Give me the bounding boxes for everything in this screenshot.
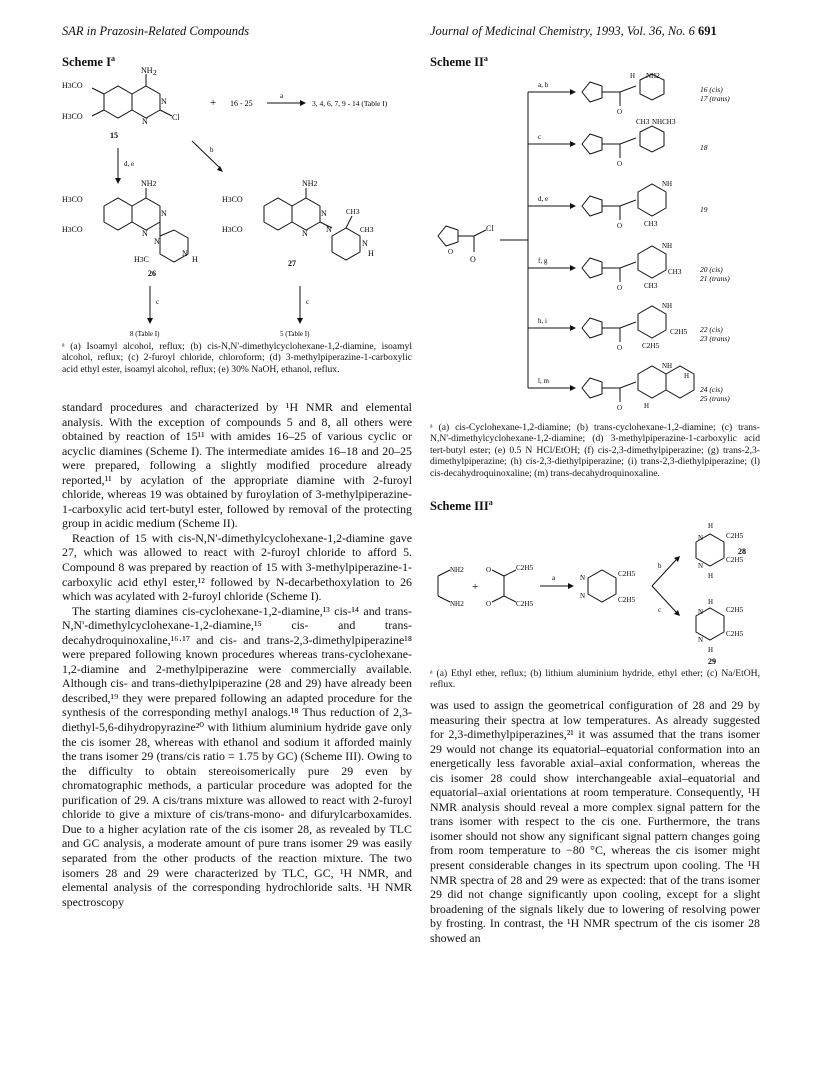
svg-text:O: O — [617, 284, 623, 292]
paragraph: was used to assign the geometrical configuration of 28 and 29 by measuring their spectra at low temperatures. As already suggested for 2,3-dimethylpiperazines,²¹ it was assumed that the trans isomer 29 would not change its equatorial–equatorial conformation into an energetically less favorable axial–axial conformation, whereas the cis isomer 28 could show interchangeable axial–equatorial and equatorial–axial orientations at room temperature. Consequently, ¹H NMR analysis should reveal a more complex signal pattern for the trans isomer with respect to the cis one. Furthermore, the trans isomer should not show any significant signal pattern changes going from room temperature to −80 °C, whereas the cis isomer might present considerable changes in its spectrum upon cooling. The ¹H NMR spectra of 28 and 29 were as expected: that of the trans isomer 29 did not change significantly upon cooling, except for a slight broadening of the signals likely due to lowering of resolving power by frosting. In contrast, the ¹H NMR spectrum of the cis isomer 28 showed an — [430, 698, 760, 945]
product-5-label: 5 (Table I) — [280, 330, 310, 338]
compound-label: 16 (cis) 17 (trans) — [700, 85, 730, 103]
svg-text:N: N — [580, 592, 586, 600]
svg-text:H3CO: H3CO — [222, 195, 243, 204]
arrow-label: l, m — [538, 377, 549, 385]
svg-text:NH2: NH2 — [646, 71, 660, 80]
svg-text:N: N — [142, 229, 148, 238]
scheme-2-title: Scheme $II^a$ — [430, 54, 488, 70]
paragraph: standard procedures and characterized by ¹H NMR and elemental analysis. With the exception of compounds 5 and 8, all others were obtained by reaction of 15¹¹ with amides 16–25 of various cyclic or acyclic diamines (Scheme I). The intermediate amides 16–18 and 20–25 were prepared, following a slightly modified procedure already reported,¹¹ by acylation of the appropriate diamine with 2-furoyl chloride, whereas 19 was obtained by furoylation of 3-methylpiperazine-1-carboxylic acid tert-butyl ester, followed by removal of the protecting group in acidic medium (Scheme II). — [62, 400, 412, 531]
svg-text:NHCH3: NHCH3 — [652, 117, 676, 126]
reactant-range: 16 - 25 — [230, 99, 253, 108]
scheme-2-caption: ᵃ (a) cis-Cyclohexane-1,2-diamine; (b) trans-cyclohexane-1,2-diamine; (c) trans-N,N'-dimethylcyclohexane-1,2-diamine; (d) 3-methylpiperazine-1-carboxylic acid tert-butyl ester; (e) 0.5 N HCl/EtOH; (f) cis-2,3-dimethylpiperazine; (g) trans-2,3-dimethylpiperazine; (h) cis-2,3-diethylpiperazine; (i) trans-2,3-diethylpiperazine; (l) cis-decahydroquinoxaline; (m) trans-decahydroquinoxaline. — [430, 422, 760, 479]
svg-text:NH: NH — [662, 242, 673, 250]
compound-label: 20 (cis) 21 (trans) — [700, 265, 730, 283]
svg-text:Cl: Cl — [486, 224, 494, 233]
compound-label: 19 — [700, 205, 708, 214]
svg-text:N: N — [580, 574, 586, 582]
compound-27-structure — [264, 188, 360, 260]
svg-text:NH2: NH2 — [450, 599, 464, 608]
svg-text:d, e: d, e — [124, 160, 135, 168]
svg-text:H: H — [708, 572, 714, 580]
svg-text:N: N — [321, 209, 327, 218]
compound-15-label: 15 — [110, 131, 118, 140]
svg-text:N: N — [142, 117, 148, 126]
compound-15-structure — [92, 74, 172, 118]
svg-text:a: a — [280, 92, 284, 100]
svg-text:H: H — [708, 646, 714, 654]
svg-text:H: H — [684, 372, 690, 380]
svg-text:Cl: Cl — [172, 113, 180, 122]
svg-text:C2H5: C2H5 — [726, 531, 744, 540]
svg-text:C2H5: C2H5 — [670, 327, 688, 336]
svg-text:N: N — [302, 229, 308, 238]
paragraph: The starting diamines cis-cyclohexane-1,2-diamine,¹³ cis-¹⁴ and trans-N,N'-dimethylcyclohexane-1,2-diamine,¹⁵ cis- and trans-decahydroquinoxaline,¹⁶·¹⁷ and cis- and trans-2,3-dimethylpiperazine¹⁸ were prepared following known procedures whereas trans-cyclohexane-1,2-diamine and 2-methylpiperazine were commercially available. Although cis- and trans-diethylpiperazine (28 and 29) have already been described,¹⁹ they were prepared following an adapted procedure for the synthesis of the corresponding methyl analogs.¹⁸ Thus reduction of 2,3-diethyl-5,6-dihydropyrazine²⁰ with lithium aluminium hydride gave only the cis isomer 28, whereas with ethanol and sodium it afforded mainly the trans isomer 29 (trans/cis ratio = 1.75 by GC) (Scheme III). Owing to the difficulty to obtain stereoisomerically pure 29 even by chromatographic methods, a particular procedure was adopted for the purification of 29. A cis/trans mixture was allowed to react with 2-furoyl chloride to give a mixture of cis/trans-mono- and difurylcarboxamides. Due to a higher acylation rate of the cis isomer 28, as revealed by TLC and GC analysis, a moderate amount of pure trans isomer 29 was easily separated from the other products of the reaction mixture. The two isomers 28 and 29 were characterized by TLC, GC, ¹H NMR, and elemental analysis of the corresponding hydrochloride salts. ¹H NMR spectroscopy — [62, 603, 412, 909]
compound-28-label: 28 — [738, 547, 746, 556]
scheme-1-figure — [62, 66, 412, 340]
svg-text:CH3: CH3 — [644, 219, 658, 228]
arrow-label: d, e — [538, 195, 549, 203]
svg-text:CH3: CH3 — [360, 225, 374, 234]
svg-text:C2H5: C2H5 — [516, 599, 534, 608]
svg-text:N: N — [698, 562, 704, 570]
svg-text:N: N — [326, 225, 332, 234]
svg-text:H3CO: H3CO — [62, 225, 83, 234]
svg-text:NH: NH — [662, 180, 673, 188]
svg-text:b: b — [210, 146, 214, 154]
svg-text:NH2: NH2 — [141, 179, 157, 188]
svg-text:O: O — [617, 344, 623, 352]
scheme-2-branches — [528, 92, 570, 388]
compound-26-label: 26 — [148, 269, 156, 278]
svg-text:N: N — [698, 608, 704, 616]
svg-text:CH3: CH3 — [636, 117, 650, 126]
svg-text:H: H — [630, 72, 636, 80]
svg-text:b: b — [658, 562, 662, 570]
scheme-1-caption: ᵃ (a) Isoamyl alcohol, reflux; (b) cis-N,N'-dimethylcyclohexane-1,2-diamine, isoamyl alcohol, reflux; (c) 2-furoyl chloride, chloroform; (d) 3-methylpiperazine-1-carboxylic acid ethyl ester, isoamyl alcohol, reflux; (e) 30% NaOH, ethanol, reflux. — [62, 341, 412, 375]
svg-text:O: O — [470, 255, 476, 264]
arrow-label: a, b — [538, 81, 549, 89]
svg-text:O: O — [617, 404, 623, 412]
svg-text:O: O — [617, 222, 623, 230]
svg-text:H: H — [644, 402, 650, 410]
svg-text:H: H — [708, 598, 714, 606]
svg-text:CH3: CH3 — [346, 207, 360, 216]
compound-label: 18 — [700, 143, 708, 152]
svg-text:2: 2 — [153, 68, 157, 77]
svg-text:H3CO: H3CO — [62, 112, 83, 121]
svg-text:C2H5: C2H5 — [726, 555, 744, 564]
svg-text:C2H5: C2H5 — [516, 563, 534, 572]
product-8-label: 8 (Table I) — [130, 330, 160, 338]
svg-text:H: H — [192, 255, 198, 264]
svg-text:H3CO: H3CO — [222, 225, 243, 234]
journal-citation: Journal of Medicinal Chemistry, 1993, Vol. 36, No. 6 691 — [430, 24, 717, 38]
svg-text:H: H — [708, 522, 714, 530]
scheme-3-title: Scheme III$^a$ — [430, 498, 493, 514]
svg-text:N: N — [161, 97, 167, 106]
svg-text:c: c — [156, 298, 160, 306]
svg-text:N: N — [161, 209, 167, 218]
scheme-3-figure — [430, 516, 760, 666]
svg-text:O: O — [617, 160, 623, 168]
svg-text:H3CO: H3CO — [62, 195, 83, 204]
compound-label: 24 (cis) 25 (trans) — [700, 385, 730, 403]
svg-text:O: O — [486, 600, 492, 608]
svg-text:O: O — [448, 248, 454, 256]
arrow-label: c — [538, 133, 542, 141]
paragraph: Reaction of 15 with cis-N,N'-dimethylcyclohexane-1,2-diamine gave 27, which was allowed to react with 2-furoyl chloride to afford 5. Compound 8 was prepared by reaction of 15 with 3-methylpiperazine-1-carboxylic acid ethyl ester,¹² followed by N-decarbethoxylation to 26 which was acylated with 2-furoyl chloride (Scheme I). — [62, 530, 412, 604]
running-title: SAR in Prazosin-Related Compounds — [62, 24, 250, 38]
svg-text:CH3: CH3 — [644, 281, 658, 290]
scheme-3-caption: ᵃ (a) Ethyl ether, reflux; (b) lithium aluminium hydride, ethyl ether; (c) Na/EtOH, reflux. — [430, 668, 760, 691]
svg-text:C2H5: C2H5 — [642, 341, 660, 350]
svg-text:H: H — [368, 249, 374, 258]
svg-text:H3CO: H3CO — [62, 81, 83, 90]
right-column-text — [430, 698, 760, 945]
svg-text:N: N — [182, 249, 188, 258]
svg-text:C2H5: C2H5 — [726, 605, 744, 614]
svg-text:N: N — [362, 239, 368, 248]
left-column-text — [62, 400, 412, 909]
svg-text:c: c — [658, 606, 662, 614]
products-list: 3, 4, 6, 7, 9 - 14 (Table I) — [312, 99, 388, 108]
svg-text:N: N — [698, 534, 704, 542]
svg-text:H3C: H3C — [134, 255, 149, 264]
svg-text:NH: NH — [662, 362, 673, 370]
compound-26-structure — [104, 188, 188, 262]
svg-text:NH: NH — [141, 66, 153, 75]
svg-text:C2H5: C2H5 — [726, 629, 744, 638]
svg-text:N: N — [154, 237, 160, 246]
svg-text:+: + — [472, 581, 479, 593]
svg-text:C2H5: C2H5 — [618, 595, 636, 604]
compound-27-label: 27 — [288, 259, 296, 268]
svg-text:+: + — [210, 97, 217, 109]
svg-text:CH3: CH3 — [668, 267, 682, 276]
compound-29-label: 29 — [708, 657, 716, 666]
scheme-2-figure — [430, 66, 760, 416]
arrow-label: h, i — [538, 317, 547, 325]
page-number: 691 — [698, 24, 717, 38]
svg-text:NH2: NH2 — [450, 565, 464, 574]
svg-text:c: c — [306, 298, 310, 306]
svg-text:NH2: NH2 — [302, 179, 318, 188]
svg-text:C2H5: C2H5 — [618, 569, 636, 578]
svg-text:N: N — [698, 636, 704, 644]
furoyl-chloride-structure — [438, 226, 486, 252]
compound-label: 22 (cis) 23 (trans) — [700, 325, 730, 343]
svg-text:O: O — [486, 566, 492, 574]
scheme-1-title: Scheme $I^a$ — [62, 54, 115, 70]
arrow-label: f, g — [538, 257, 548, 265]
svg-text:O: O — [617, 108, 623, 116]
svg-text:NH: NH — [662, 302, 673, 310]
svg-text:a: a — [552, 574, 556, 582]
